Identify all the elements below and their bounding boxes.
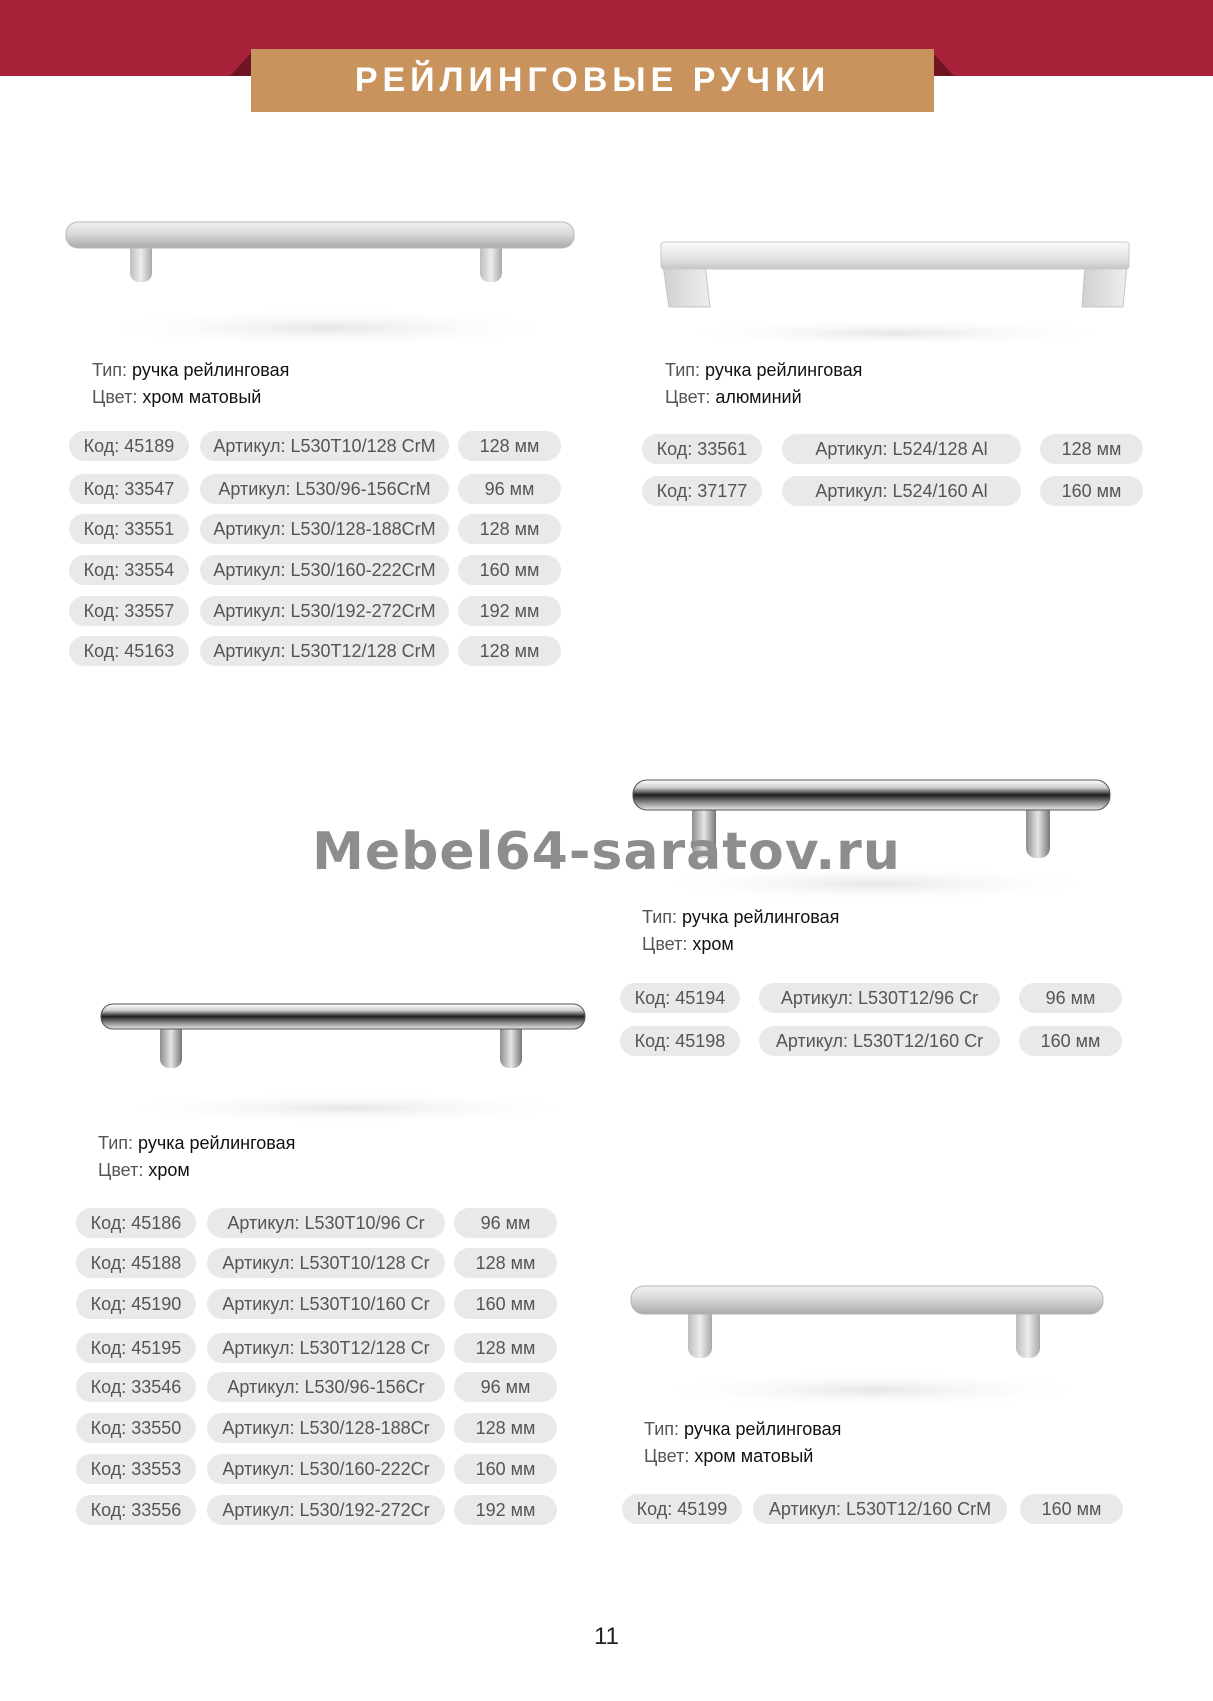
size-pill: 160 мм [458, 555, 561, 585]
size-pill: 128 мм [454, 1413, 557, 1443]
product-info: Тип: ручка рейлинговая Цвет: хром [642, 907, 840, 954]
article-pill: Артикул: L530/96-156Cr [207, 1372, 445, 1402]
size-pill: 128 мм [458, 431, 561, 461]
product-info: Тип: ручка рейлинговая Цвет: хром матовый [644, 1419, 842, 1466]
code-pill: Код: 33556 [76, 1495, 196, 1525]
code-pill: Код: 33561 [642, 434, 762, 464]
handle-image-matte-chrome [60, 210, 580, 355]
size-pill: 160 мм [454, 1289, 557, 1319]
article-pill: Артикул: L530/160-222CrM [200, 555, 449, 585]
code-pill: Код: 33546 [76, 1372, 196, 1402]
article-pill: Артикул: L530T12/160 Cr [759, 1026, 1000, 1056]
article-pill: Артикул: L530T10/128 Cr [207, 1248, 445, 1278]
size-pill: 128 мм [1040, 434, 1143, 464]
size-pill: 96 мм [454, 1208, 557, 1238]
code-pill: Код: 33550 [76, 1413, 196, 1443]
article-pill: Артикул: L524/160 Al [782, 476, 1021, 506]
size-pill: 192 мм [458, 596, 561, 626]
size-pill: 128 мм [458, 514, 561, 544]
code-pill: Код: 45195 [76, 1333, 196, 1363]
code-pill: Код: 45186 [76, 1208, 196, 1238]
size-pill: 160 мм [1019, 1026, 1122, 1056]
ribbon-fold-right [932, 52, 954, 76]
article-pill: Артикул: L530T12/128 Cr [207, 1333, 445, 1363]
code-pill: Код: 45198 [620, 1026, 740, 1056]
code-pill: Код: 33557 [69, 596, 189, 626]
size-pill: 96 мм [454, 1372, 557, 1402]
page-number: 11 [594, 1623, 619, 1650]
article-pill: Артикул: L530T12/160 CrM [753, 1494, 1007, 1524]
size-pill: 128 мм [454, 1333, 557, 1363]
code-pill: Код: 45199 [622, 1494, 742, 1524]
article-pill: Артикул: L530T10/128 CrM [200, 431, 449, 461]
code-pill: Код: 37177 [642, 476, 762, 506]
code-pill: Код: 33553 [76, 1454, 196, 1484]
watermark: Mebel64-saratov.ru [312, 822, 901, 882]
handle-image-aluminium [655, 235, 1135, 355]
handle-image-chrome [98, 998, 588, 1128]
size-pill: 96 мм [1019, 983, 1122, 1013]
product-info: Тип: ручка рейлинговая Цвет: хром матовый [92, 360, 290, 407]
ribbon-fold-left [230, 52, 252, 76]
code-pill: Код: 45188 [76, 1248, 196, 1278]
article-pill: Артикул: L530/128-188CrM [200, 514, 449, 544]
code-pill: Код: 45189 [69, 431, 189, 461]
product-info: Тип: ручка рейлинговая Цвет: хром [98, 1133, 296, 1180]
article-pill: Артикул: L530T12/128 CrM [200, 636, 449, 666]
title-ribbon [251, 49, 934, 112]
code-pill: Код: 33551 [69, 514, 189, 544]
product-info: Тип: ручка рейлинговая Цвет: алюминий [665, 360, 863, 407]
size-pill: 160 мм [454, 1454, 557, 1484]
code-pill: Код: 45163 [69, 636, 189, 666]
code-pill: Код: 45194 [620, 983, 740, 1013]
size-pill: 192 мм [454, 1495, 557, 1525]
code-pill: Код: 33554 [69, 555, 189, 585]
page-title: РЕЙЛИНГОВЫЕ РУЧКИ [354, 61, 831, 99]
size-pill: 160 мм [1020, 1494, 1123, 1524]
article-pill: Артикул: L530T10/160 Cr [207, 1289, 445, 1319]
article-pill: Артикул: L530/128-188Cr [207, 1413, 445, 1443]
article-pill: Артикул: L530/192-272CrM [200, 596, 449, 626]
article-pill: Артикул: L524/128 Al [782, 434, 1021, 464]
handle-image-matte-chrome [628, 1278, 1108, 1413]
article-pill: Артикул: L530/160-222Cr [207, 1454, 445, 1484]
size-pill: 128 мм [454, 1248, 557, 1278]
code-pill: Код: 45190 [76, 1289, 196, 1319]
size-pill: 160 мм [1040, 476, 1143, 506]
article-pill: Артикул: L530T12/96 Cr [759, 983, 1000, 1013]
article-pill: Артикул: L530T10/96 Cr [207, 1208, 445, 1238]
size-pill: 96 мм [458, 474, 561, 504]
article-pill: Артикул: L530/192-272Cr [207, 1495, 445, 1525]
size-pill: 128 мм [458, 636, 561, 666]
article-pill: Артикул: L530/96-156CrM [200, 474, 449, 504]
code-pill: Код: 33547 [69, 474, 189, 504]
